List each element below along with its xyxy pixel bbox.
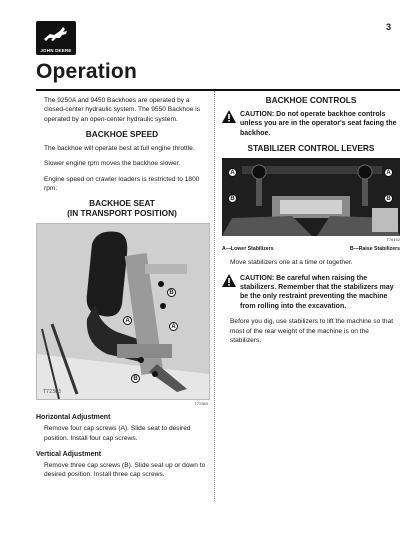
before-dig-text: Before you dig, use stabilizers to lift the machine so that most of the rear weight of the machine is on the stabilizers.	[230, 318, 394, 345]
callout-b: B	[167, 288, 176, 297]
intro-paragraph: The 9250A and 9450 Backhoes are operated by a closed-center hydraulic system. The 9550 Backhoe is operated by an open-center hydraulic system.	[44, 97, 201, 123]
warning-icon	[222, 110, 236, 123]
horizontal-adjustment-heading: Horizontal Adjustment	[36, 414, 111, 422]
caution-block	[222, 274, 400, 312]
deer-icon	[36, 23, 76, 45]
logo-text: JOHN DEERE	[40, 48, 72, 53]
levers-illustration	[222, 158, 400, 236]
left-column	[36, 96, 208, 486]
speed-paragraph-3: Engine speed on crawler loaders is restricted to 1800 rpm.	[44, 175, 200, 193]
seat-illustration	[37, 224, 209, 399]
figure-code: T76152	[386, 237, 400, 243]
caution-text: CAUTION: Be careful when raising the stabilizers. Remember that the stabilizers may be the only restraint preventing the machine from rolling into the excavation.	[240, 274, 394, 310]
backhoe-seat-heading	[36, 199, 208, 219]
warning-icon	[222, 274, 236, 287]
callout-b: B	[228, 194, 237, 203]
figure-legend	[222, 246, 400, 252]
seat-heading-line1: BACKHOE SEAT	[89, 198, 155, 209]
legend-raise-stabilizers: B—Raise Stabilizers	[349, 246, 400, 253]
column-divider	[214, 91, 215, 501]
callout-a: A	[228, 168, 237, 177]
page-number: 3	[386, 22, 392, 32]
seat-heading-line2: (IN TRANSPORT POSITION)	[67, 208, 177, 219]
legend-lower-stabilizers: A—Lower Stabilizers	[222, 246, 274, 253]
right-column	[222, 96, 400, 351]
horizontal-adjustment-text: Remove four cap screws (A). Slide seat to desired position. Install four cap screws.	[44, 425, 191, 442]
stabilizer-levers-photo	[222, 158, 400, 236]
callout-a: A	[123, 316, 132, 325]
backhoe-speed-heading: BACKHOE SPEED	[85, 129, 159, 140]
stabilizer-control-heading: STABILIZER CONTROL LEVERS	[247, 143, 375, 154]
move-stabilizers-text: Move stabilizers one at a time or together.	[230, 259, 353, 267]
caution-text: CAUTION: Do not operate backhoe controls unless you are in the operator's seat facing the backhoe.	[240, 110, 397, 137]
backhoe-seat-photo	[36, 223, 210, 400]
figure-code: T72363	[194, 401, 208, 407]
callout-a: A	[169, 322, 178, 331]
callout-a: A	[384, 168, 393, 177]
callout-b: B	[131, 374, 140, 383]
caution-block	[222, 110, 400, 138]
vertical-adjustment-heading: Vertical Adjustment	[36, 451, 102, 459]
page-title: Operation	[36, 60, 137, 83]
photo-code: T72363	[43, 389, 62, 396]
speed-paragraph-2: Slower engine rpm moves the backhoe slower.	[44, 160, 181, 168]
vertical-adjustment-text: Remove three cap screws (B). Slide seat up or down to desired position. Install three cap screws.	[44, 462, 206, 479]
speed-paragraph-1: The backhoe will operate best at full engine throttle.	[44, 145, 195, 153]
callout-b: B	[384, 194, 393, 203]
john-deere-logo	[36, 21, 76, 55]
backhoe-controls-heading: BACKHOE CONTROLS	[265, 95, 357, 105]
title-rule	[36, 89, 400, 91]
